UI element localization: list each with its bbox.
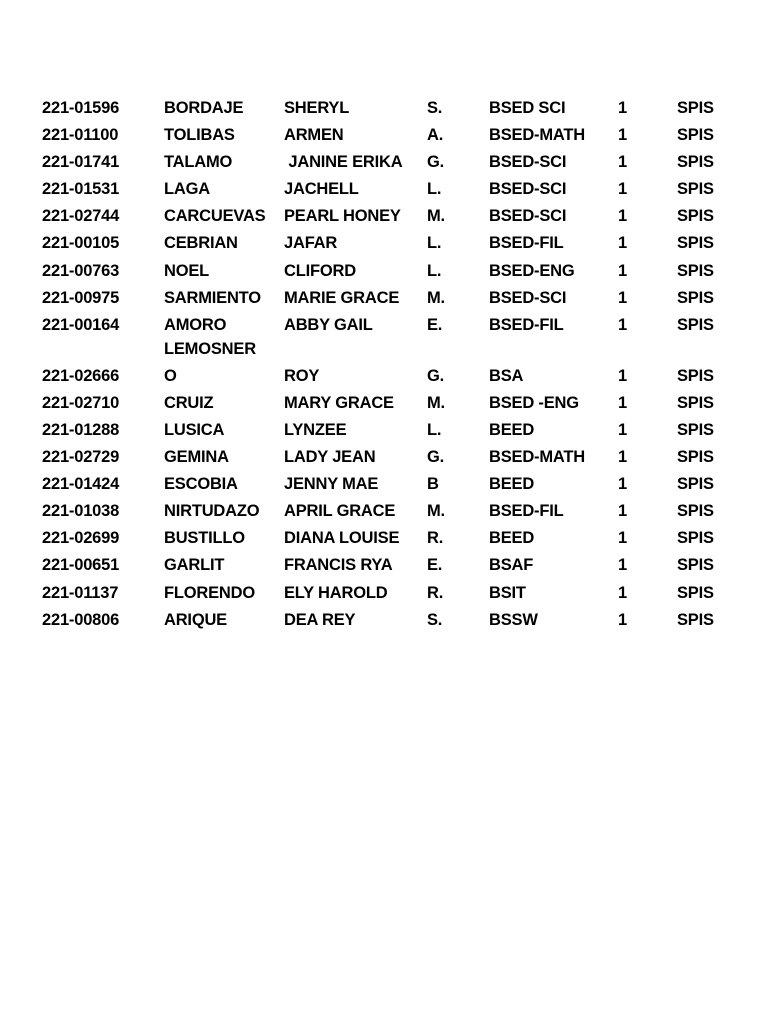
table-row xyxy=(42,391,742,418)
first-name-cell: APRIL GRACE xyxy=(284,502,396,521)
last-name-cell: SARMIENTO xyxy=(164,288,261,307)
last-name-cell: O xyxy=(164,366,177,385)
school-code-cell: SPIS xyxy=(677,475,714,494)
school-code-cell: SPIS xyxy=(677,448,714,467)
table-row xyxy=(42,204,742,231)
year-level-cell: 1 xyxy=(618,261,627,280)
year-level-cell: 1 xyxy=(618,207,627,226)
table-row xyxy=(42,96,742,123)
student-id-cell: 221-01596 xyxy=(42,99,120,117)
middle-initial-cell: E. xyxy=(427,556,443,575)
year-level-cell: 1 xyxy=(618,180,627,199)
year-level-cell: 1 xyxy=(618,556,627,575)
table-row xyxy=(42,499,742,526)
year-level-cell: 1 xyxy=(618,610,627,629)
year-level-cell: 1 xyxy=(618,448,627,467)
first-name-cell: ABBY GAIL xyxy=(284,315,373,334)
last-name-cell: LAGA xyxy=(164,180,210,199)
student-id-cell: 221-02699 xyxy=(42,529,120,548)
last-name-cell: ESCOBIA xyxy=(164,475,238,494)
last-name-wrap-line: LEMOSNER xyxy=(164,339,256,358)
year-level-cell: 1 xyxy=(618,288,627,307)
middle-initial-cell: L. xyxy=(427,261,442,280)
year-level-cell: 1 xyxy=(618,475,627,494)
program-cell: BSED-ENG xyxy=(489,261,575,280)
middle-initial-cell: M. xyxy=(427,393,445,412)
middle-initial-cell: M. xyxy=(427,502,445,521)
table-row xyxy=(42,123,742,150)
table-row xyxy=(42,581,742,608)
year-level-cell: 1 xyxy=(618,502,627,521)
table-row xyxy=(42,364,742,391)
student-id-cell: 221-01137 xyxy=(42,583,119,602)
school-code-cell: SPIS xyxy=(677,153,714,172)
program-cell: BSSW xyxy=(489,610,538,629)
student-id-cell: 221-01100 xyxy=(42,126,119,145)
program-cell: BSED-SCI xyxy=(489,288,567,307)
student-roster-table xyxy=(42,96,742,635)
first-name-cell: ARMEN xyxy=(284,126,344,145)
last-name-cell: CEBRIAN xyxy=(164,234,238,253)
student-id-cell: 221-00806 xyxy=(42,610,120,629)
middle-initial-cell: R. xyxy=(427,529,444,548)
last-name-cell: TOLIBAS xyxy=(164,126,235,145)
middle-initial-cell: S. xyxy=(427,610,443,629)
student-id-cell: 221-01741 xyxy=(42,153,120,172)
student-id-cell: 221-00164 xyxy=(42,315,120,334)
last-name-cell: CARCUEVAS xyxy=(164,207,266,226)
school-code-cell: SPIS xyxy=(677,393,714,412)
student-id-cell: 221-00975 xyxy=(42,288,120,307)
table-row xyxy=(42,231,742,258)
student-id-cell: 221-01424 xyxy=(42,475,120,494)
program-cell: BSA xyxy=(489,366,524,385)
year-level-cell: 1 xyxy=(618,366,627,385)
program-cell: BSED-SCI xyxy=(489,207,567,226)
student-id-cell: 221-02744 xyxy=(42,207,120,226)
last-name-cell: BORDAJE xyxy=(164,99,244,117)
last-name-cell: BUSTILLO xyxy=(164,529,245,548)
middle-initial-cell: L. xyxy=(427,234,442,253)
first-name-cell: JAFAR xyxy=(284,234,338,253)
school-code-cell: SPIS xyxy=(677,180,714,199)
first-name-cell: PEARL HONEY xyxy=(284,207,401,226)
school-code-cell: SPIS xyxy=(677,288,714,307)
student-id-cell: 221-00105 xyxy=(42,234,120,253)
middle-initial-cell: M. xyxy=(427,288,445,307)
first-name-cell: ROY xyxy=(284,366,320,385)
table-row xyxy=(42,313,742,364)
first-name-cell: LYNZEE xyxy=(284,420,347,439)
middle-initial-cell: L. xyxy=(427,180,442,199)
middle-initial-cell: M. xyxy=(427,207,445,226)
first-name-cell: CLIFORD xyxy=(284,261,356,280)
first-name-cell: DEA REY xyxy=(284,610,356,629)
middle-initial-cell: S. xyxy=(427,99,443,117)
student-id-cell: 221-00651 xyxy=(42,556,120,575)
program-cell: BEED xyxy=(489,475,535,494)
school-code-cell: SPIS xyxy=(677,261,714,280)
school-code-cell: SPIS xyxy=(677,583,714,602)
student-id-cell: 221-01288 xyxy=(42,420,120,439)
table-row xyxy=(42,553,742,580)
last-name-cell: GEMINA xyxy=(164,448,229,467)
school-code-cell: SPIS xyxy=(677,366,714,385)
program-cell: BSED SCI xyxy=(489,99,566,117)
school-code-cell: SPIS xyxy=(677,315,714,334)
program-cell: BSAF xyxy=(489,556,534,575)
last-name-cell: GARLIT xyxy=(164,556,225,575)
year-level-cell: 1 xyxy=(618,126,627,145)
student-id-cell: 221-02729 xyxy=(42,448,120,467)
school-code-cell: SPIS xyxy=(677,234,714,253)
program-cell: BEED xyxy=(489,420,535,439)
year-level-cell: 1 xyxy=(618,153,627,172)
program-cell: BSED -ENG xyxy=(489,393,579,412)
first-name-cell: SHERYL xyxy=(284,99,350,117)
last-name-cell: NIRTUDAZO xyxy=(164,502,260,521)
student-id-cell: 221-01531 xyxy=(42,180,120,199)
year-level-cell: 1 xyxy=(618,99,627,117)
first-name-cell: MARY GRACE xyxy=(284,393,394,412)
table-row xyxy=(42,418,742,445)
last-name-cell: TALAMO xyxy=(164,153,233,172)
school-code-cell: SPIS xyxy=(677,556,714,575)
table-row xyxy=(42,259,742,286)
table-row xyxy=(42,472,742,499)
student-id-cell: 221-01038 xyxy=(42,502,120,521)
middle-initial-cell: G. xyxy=(427,448,445,467)
table-row xyxy=(42,177,742,204)
middle-initial-cell: G. xyxy=(427,153,445,172)
year-level-cell: 1 xyxy=(618,420,627,439)
program-cell: BSED-MATH xyxy=(489,448,585,467)
last-name-cell: ARIQUE xyxy=(164,610,227,629)
middle-initial-cell: L. xyxy=(427,420,442,439)
program-cell: BEED xyxy=(489,529,535,548)
last-name-cell: AMORO LEMOSNER xyxy=(164,313,284,361)
student-id-cell: 221-00763 xyxy=(42,261,120,280)
first-name-cell: FRANCIS RYA xyxy=(284,556,393,575)
middle-initial-cell: G. xyxy=(427,366,445,385)
student-id-cell: 221-02666 xyxy=(42,366,120,385)
program-cell: BSIT xyxy=(489,583,526,602)
program-cell: BSED-MATH xyxy=(489,126,585,145)
first-name-cell: ELY HAROLD xyxy=(284,583,388,602)
program-cell: BSED-FIL xyxy=(489,502,564,521)
last-name-cell: FLORENDO xyxy=(164,583,255,602)
table-row xyxy=(42,150,742,177)
first-name-cell: JANINE ERIKA xyxy=(284,153,403,172)
table-row xyxy=(42,526,742,553)
middle-initial-cell: E. xyxy=(427,315,443,334)
student-id-cell: 221-02710 xyxy=(42,393,120,412)
middle-initial-cell: B xyxy=(427,475,439,494)
first-name-cell: MARIE GRACE xyxy=(284,288,400,307)
last-name-cell: LUSICA xyxy=(164,420,225,439)
last-name-cell: NOEL xyxy=(164,261,210,280)
program-cell: BSED-SCI xyxy=(489,180,567,199)
first-name-cell: JENNY MAE xyxy=(284,475,379,494)
school-code-cell: SPIS xyxy=(677,126,714,145)
program-cell: BSED-FIL xyxy=(489,315,564,334)
program-cell: BSED-SCI xyxy=(489,153,567,172)
first-name-cell: LADY JEAN xyxy=(284,448,376,467)
year-level-cell: 1 xyxy=(618,234,627,253)
program-cell: BSED-FIL xyxy=(489,234,564,253)
table-row xyxy=(42,445,742,472)
year-level-cell: 1 xyxy=(618,529,627,548)
school-code-cell: SPIS xyxy=(677,420,714,439)
school-code-cell: SPIS xyxy=(677,529,714,548)
table-row xyxy=(42,286,742,313)
first-name-cell: DIANA LOUISE xyxy=(284,529,400,548)
first-name-cell: JACHELL xyxy=(284,180,359,199)
year-level-cell: 1 xyxy=(618,393,627,412)
school-code-cell: SPIS xyxy=(677,207,714,226)
school-code-cell: SPIS xyxy=(677,502,714,521)
year-level-cell: 1 xyxy=(618,315,627,334)
year-level-cell: 1 xyxy=(618,583,627,602)
school-code-cell: SPIS xyxy=(677,99,714,117)
middle-initial-cell: R. xyxy=(427,583,444,602)
last-name-cell: CRUIZ xyxy=(164,393,214,412)
middle-initial-cell: A. xyxy=(427,126,444,145)
table-row xyxy=(42,608,742,635)
school-code-cell: SPIS xyxy=(677,610,714,629)
